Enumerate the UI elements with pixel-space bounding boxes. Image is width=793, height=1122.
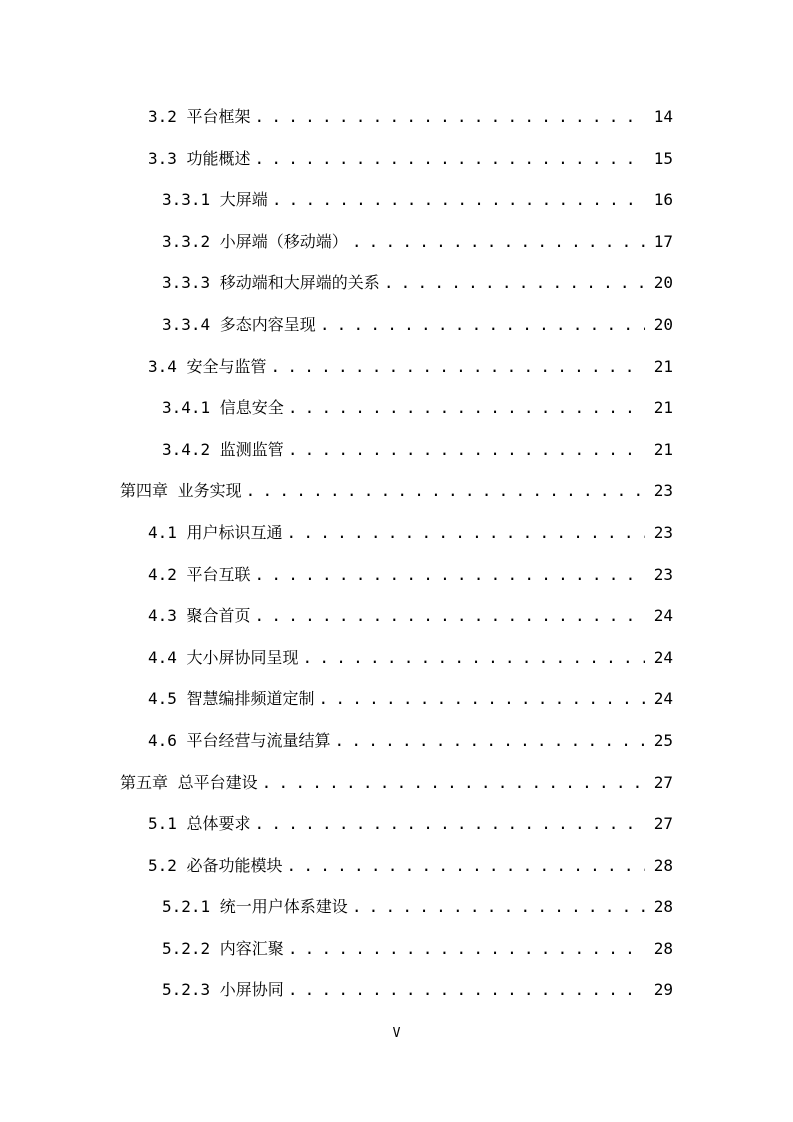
toc-entry-page: 21: [653, 439, 673, 459]
toc-entry[interactable]: [0, 637, 793, 679]
toc-entry-page: 17: [653, 231, 673, 251]
toc-entry-page: 24: [653, 606, 673, 626]
toc-leader-dots: [255, 96, 645, 138]
toc-entry-label: 3.4 安全与监管: [148, 356, 267, 376]
toc-leader-dots: [319, 678, 645, 720]
toc-entry-page: 23: [653, 564, 673, 584]
toc-leader-dots: [352, 886, 645, 928]
table-of-contents: [0, 96, 793, 1011]
toc-entry-page: 20: [653, 273, 673, 293]
toc-entry[interactable]: [0, 179, 793, 221]
toc-entry[interactable]: [0, 429, 793, 471]
toc-entry[interactable]: [0, 554, 793, 596]
toc-entry-label: 4.1 用户标识互通: [148, 522, 283, 542]
toc-entry-label: 4.5 智慧编排频道定制: [148, 689, 315, 709]
toc-entry[interactable]: [0, 221, 793, 263]
toc-entry-label: 3.3 功能概述: [148, 148, 251, 168]
toc-entry[interactable]: [0, 969, 793, 1011]
toc-entry[interactable]: [0, 678, 793, 720]
toc-entry-page: 14: [653, 107, 673, 126]
toc-entry[interactable]: [0, 595, 793, 637]
toc-entry[interactable]: [0, 803, 793, 845]
toc-leader-dots: [288, 429, 645, 471]
toc-leader-dots: [272, 179, 645, 221]
toc-entry-page: 28: [653, 855, 673, 875]
toc-entry-page: 25: [653, 730, 673, 750]
toc-leader-dots: [287, 512, 645, 554]
toc-entry-page: 29: [653, 980, 673, 1000]
toc-entry[interactable]: [0, 304, 793, 346]
toc-leader-dots: [288, 928, 645, 970]
toc-entry[interactable]: [0, 387, 793, 429]
toc-leader-dots: [255, 595, 645, 637]
toc-entry[interactable]: [0, 470, 793, 512]
toc-entry-page: 20: [653, 314, 673, 334]
toc-entry[interactable]: [0, 512, 793, 554]
toc-entry[interactable]: [0, 720, 793, 762]
toc-leader-dots: [288, 387, 645, 429]
toc-entry-page: 24: [653, 647, 673, 667]
toc-entry-page: 16: [653, 190, 673, 210]
toc-entry-label: 4.3 聚合首页: [148, 606, 251, 626]
toc-entry-label: 4.6 平台经营与流量结算: [148, 730, 331, 750]
toc-entry-label: 3.4.2 监测监管: [162, 439, 284, 459]
toc-entry-label: 第四章 业务实现: [120, 481, 242, 501]
toc-leader-dots: [384, 262, 645, 304]
toc-entry[interactable]: [0, 928, 793, 970]
toc-leader-dots: [246, 470, 645, 512]
toc-entry-label: 5.2.2 内容汇聚: [162, 938, 284, 958]
toc-entry-page: 21: [653, 398, 673, 418]
toc-entry-page: 23: [653, 522, 673, 542]
toc-leader-dots: [271, 346, 645, 388]
toc-entry-page: 21: [653, 356, 673, 376]
toc-leader-dots: [255, 138, 645, 180]
toc-entry-page: 27: [653, 772, 673, 792]
toc-entry[interactable]: [0, 845, 793, 887]
toc-leader-dots: [352, 221, 645, 263]
page-number-footer: V: [392, 1026, 401, 1041]
toc-entry-label: 4.2 平台互联: [148, 564, 251, 584]
toc-entry-label: 第五章 总平台建设: [120, 772, 258, 792]
toc-entry-page: 27: [653, 814, 673, 834]
toc-entry[interactable]: [0, 886, 793, 928]
toc-entry-page: 15: [653, 148, 673, 168]
toc-entry[interactable]: [0, 96, 793, 138]
toc-entry-page: 28: [653, 938, 673, 958]
toc-leader-dots: [320, 304, 645, 346]
toc-entry[interactable]: [0, 762, 793, 804]
toc-entry-label: 5.2.3 小屏协同: [162, 980, 284, 1000]
toc-entry[interactable]: [0, 138, 793, 180]
toc-entry-label: 3.2 平台框架: [148, 107, 251, 126]
toc-entry[interactable]: [0, 346, 793, 388]
toc-leader-dots: [287, 845, 645, 887]
toc-entry-page: 28: [653, 897, 673, 917]
toc-entry-label: 4.4 大小屏协同呈现: [148, 647, 299, 667]
toc-entry-label: 5.2 必备功能模块: [148, 855, 283, 875]
toc-entry-label: 3.3.2 小屏端（移动端）: [162, 231, 348, 251]
toc-leader-dots: [255, 554, 645, 596]
toc-entry-page: 23: [653, 481, 673, 501]
toc-entry-label: 3.3.4 多态内容呈现: [162, 314, 316, 334]
toc-entry-label: 3.4.1 信息安全: [162, 398, 284, 418]
toc-leader-dots: [262, 762, 645, 804]
toc-entry-label: 3.3.3 移动端和大屏端的关系: [162, 273, 380, 293]
toc-entry-label: 5.1 总体要求: [148, 814, 251, 834]
toc-entry-label: 5.2.1 统一用户体系建设: [162, 897, 348, 917]
toc-leader-dots: [303, 637, 645, 679]
toc-entry[interactable]: [0, 262, 793, 304]
toc-leader-dots: [335, 720, 645, 762]
toc-leader-dots: [255, 803, 645, 845]
toc-entry-label: 3.3.1 大屏端: [162, 190, 268, 210]
toc-leader-dots: [288, 969, 645, 1011]
toc-entry-page: 24: [653, 689, 673, 709]
